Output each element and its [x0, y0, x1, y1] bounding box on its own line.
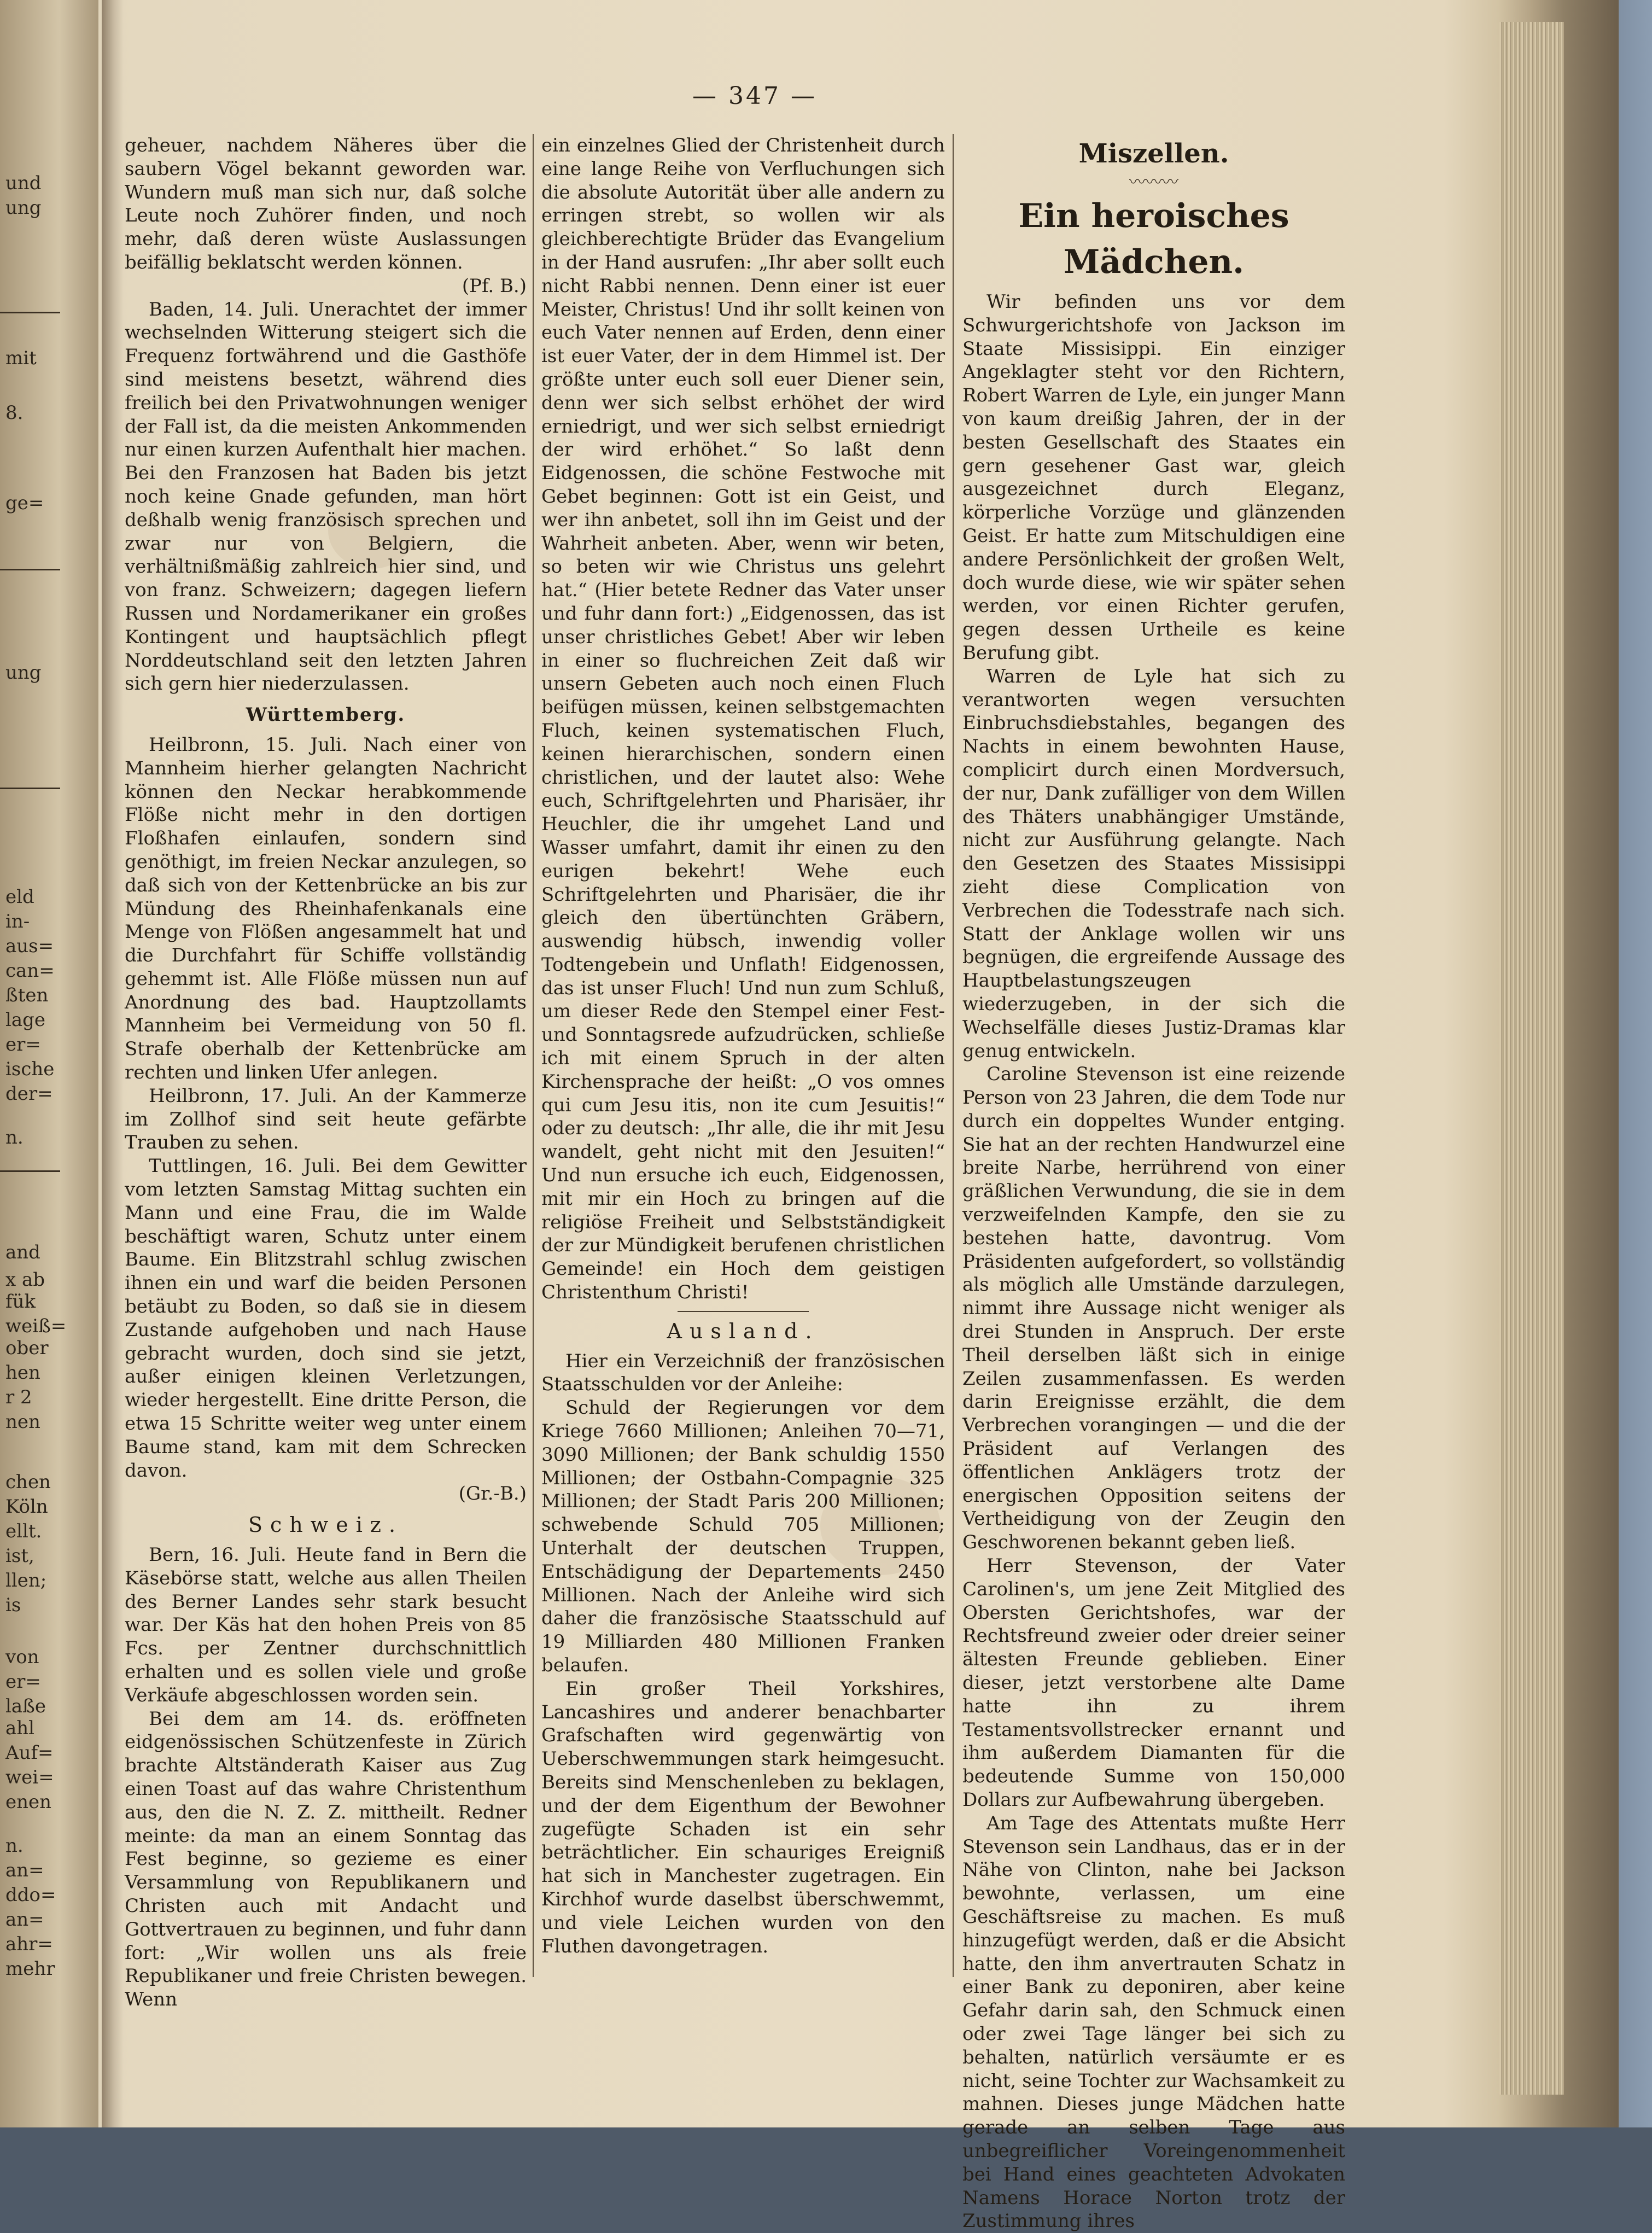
left-page-fragment: ahl — [5, 1717, 35, 1739]
paragraph: Am Tage des Attentats mußte Herr Stevenson sein Landhaus, das er in der Nähe von Clinton, nahe bei Jackson bewohnte, verlassen, um eine Geschäftsreise zu machen. Es muß hinzugefügt werden, daß er die Absicht hatte, den ihm anvertrauten Schatz in einer Bank zu deponiren, aber keine Gefahr darin sah, den Schmuck einen oder zwei Tage länger bei sich zu behalten, natürlich versäumte er es nicht, seine Tochter zur Wachsamkeit zu mahnen. Dieses junge Mädchen hatte gerade an selben Tage aus unbegreiflicher Voreingenommenheit bei Hand eines geachteten Advokaten Namens Horace Norton trotz der Zustimmung ihres — [962, 1812, 1345, 2232]
left-page-rule — [0, 312, 60, 313]
left-page-fragment: can= — [5, 960, 55, 982]
left-page-fragment: n. — [5, 1127, 24, 1148]
left-page-fragment: enen — [5, 1791, 52, 1813]
paragraph: Bern, 16. Juli. Heute fand in Bern die Käsebörse statt, welche aus allen Theilen des Berner Landes sehr stark besucht war. Der Käs hat den hohen Preis von 85 Fcs. per Zentner durchschnittlich erhalten und es sollen viele und große Verkäufe abgeschlossen worden sein. — [125, 1544, 527, 1706]
paragraph: Heilbronn, 17. Juli. An der Kammerze im Zollhof sind seit heute gefärbte Trauben zu sehen. — [125, 1085, 527, 1154]
left-page-fragment: mit — [5, 347, 37, 369]
section-heading-schweiz: Schweiz. — [248, 1513, 404, 1537]
section-rule — [678, 1311, 809, 1312]
left-page-fragment: in- — [5, 911, 30, 932]
left-page-fragment: an= — [5, 1859, 44, 1881]
left-page-fragment: ober — [5, 1337, 49, 1359]
left-page-fragment: ung — [5, 662, 42, 684]
left-page-fragment: ßten — [5, 984, 49, 1006]
left-page-fragment: ische — [5, 1058, 55, 1080]
section-heading-ausland: Ausland. — [667, 1319, 820, 1343]
left-page-fragment: und — [5, 172, 42, 194]
paragraph: Caroline Stevenson ist eine reizende Person von 23 Jahren, die dem Tode nur durch ein doppeltes Wunder entging. Sie hat an der rechten Handwurzel eine breite Narbe, herrührend von einer gräßlichen Verwundung, die sie in dem verzweifelnden Kampfe, den sie zu bestehen hatte, davontrug. Vom Präsidenten aufgefordert, so vollständig als möglich alle Umstände darzulegen, nimmt ihre Aussage nicht weniger als drei Stunden in Anspruch. Der erste Theil derselben läßt sich in einige Zeilen zusammenfassen. Es werden darin Ereignisse erzählt, die dem Verbrechen vorangingen — und die der Präsident auf Verlangen des öffentlichen Anklägers trotz der energischen Opposition seitens der Vertheidigung von der Zeugin den Geschworenen bekannt geben ließ. — [962, 1063, 1345, 1554]
left-page-fragment: chen — [5, 1471, 51, 1493]
paragraph: Heilbronn, 15. Juli. Nach einer von Mannheim hierher gelangten Nachricht können den Neckar herabkommende Flöße nicht mehr in den dortigen Floßhafen einlaufen, sondern sind genöthigt, im freien Neckar anzulegen, so daß sich von der Kettenbrücke an bis zur Mündung des Rheinhafenkanals eine Menge von Flößen angesammelt hat und die Durchfahrt für Schiffe vollständig gehemmt ist. Alle Flöße müssen nun auf Anordnung des bad. Hauptzollamts Mannheim bei Vermeidung von 50 fl. Strafe oberhalb der Kettenbrücke am rechten und linken Ufer anlegen. — [125, 733, 527, 1084]
left-page-fragment: n. — [5, 1835, 24, 1857]
source-note: (Gr.-B.) — [458, 1483, 527, 1505]
paragraph: Baden, 14. Juli. Unerachtet der immer wechselnden Witterung steigert sich die Frequenz fortwährend und die Gasthöfe sind meistens besetzt, während dies freilich bei den Privatwohnungen weniger der Fall ist, da die meisten Ankommenden nur einen kurzen Aufenthalt hier machen. Bei den Franzosen hat Baden bis jetzt noch keine Gnade gefunden, man hört deßhalb wenig französisch sprechen und zwar nur von Belgiern, die verhältnißmäßig zahlreich hier sind, und von franz. Schweizern; dagegen liefern Russen und Nordamerikaner ein großes Kontingent und hauptsächlich pflegt Norddeutschland seit den letzten Jahren sich gern hier niederzulassen. — [125, 298, 527, 695]
ornament-rule: 〰〰〰 — [1129, 173, 1178, 192]
paragraph: Ein großer Theil Yorkshires, Lancashires und anderer benachbarter Grafschaften wird gegenwärtig von Ueberschwemmungen stark heimgesucht. Bereits sind Menschenleben zu beklagen, und der dem Eigenthum der Bewohner zugefügte Schaden ist ein sehr beträchtlicher. Ein schauriges Ereigniß hat sich in Manchester zugetragen. Ein Kirchhof wurde daselbst überschwemmt, und viele Leichen wurden von den Fluthen davongetragen. — [541, 1677, 945, 1957]
left-page-fragment: ge= — [5, 492, 44, 514]
left-page-fragment: eld — [5, 886, 34, 908]
left-page-fragment: ist, — [5, 1545, 34, 1567]
source-note: (Pf. B.) — [462, 275, 527, 297]
section-heading-wuerttemberg: Württemberg. — [246, 704, 406, 726]
left-page-fragment: er= — [5, 1671, 41, 1693]
paragraph: Hier ein Verzeichniß der französischen Staatsschulden vor der Anleihe: — [541, 1350, 945, 1396]
left-page-fragment: laße — [5, 1695, 46, 1717]
left-page-fragment: der= — [5, 1083, 53, 1105]
book-gutter-shadow — [102, 0, 124, 2127]
paragraph — [125, 1155, 527, 1506]
left-page-fragment: x ab — [5, 1269, 45, 1291]
paragraph: Warren de Lyle hat sich zu verantworten wegen versuchten Einbruchsdiebstahles, begangen des Nachts in einem bewohnten Hause, complicirt durch einen Mordversuch, der nur, Dank zufälliger von dem Willen des Thäters unabhängiger Umstände, nicht zur Ausführung gelangte. Nach den Gesetzen des Staates Missisippi zieht diese Complication von Verbrechen die Todesstrafe nach sich. Statt der Anklage wollen wir uns begnügen, die ergreifende Aussage des Hauptbelastungszeugen wiederzugeben, in der sich die Wechselfälle dieses Justiz-Dramas klar genug entwickeln. — [962, 665, 1345, 1062]
left-page-rule — [0, 569, 60, 570]
page-number: — 347 — — [692, 82, 817, 110]
column-divider — [533, 134, 534, 1977]
left-page-fragment: an= — [5, 1909, 44, 1931]
paragraph-text: Tuttlingen, 16. Juli. Bei dem Gewitter vom letzten Samstag Mittag suchten ein Mann und eine Frau, die im Walde beschäftigt waren, Schutz unter einem Baume. Ein Blitzstrahl schlug zwischen ihnen ein und warf die beiden Personen betäubt zu Boden, so daß sie in diesem Zustande aufgehoben und nach Hause gebracht wurden, doch sind sie jetzt, außer einigen kleinen Verletzungen, wieder hergestellt. Eine dritte Person, die etwa 15 Schritte weiter weg unter einem Baume stand, kam mit dem Schrecken davon. — [125, 1155, 527, 1482]
left-page-rule — [0, 1170, 60, 1172]
left-page-fragment: ellt. — [5, 1520, 42, 1542]
left-page-fragment: r 2 — [5, 1386, 32, 1408]
left-page-fragment: lage — [5, 1009, 46, 1031]
left-page-fragment: ddo= — [5, 1884, 56, 1906]
column-3 — [962, 134, 1345, 2232]
paragraph: Bei dem am 14. ds. eröffneten eidgenössischen Schützenfeste in Zürich brachte Altständerath Kaiser aus Zug einen Toast auf das wahre Christenthum aus, den die N. Z. Z. mittheilt. Redner meinte: da man an einem Sonntag das Fest beginne, so gezieme es einer Versammlung von Republikanern und Christen auch mit Andacht und Gottvertrauen zu beginnen, und fuhr dann fort: „Wir wollen uns als freie Republikaner und freie Christen bewegen. Wenn — [125, 1707, 527, 2011]
left-page-fragment: fük — [5, 1291, 36, 1313]
left-page-fragment: wei= — [5, 1766, 54, 1788]
left-page-fragment: von — [5, 1646, 39, 1668]
left-page-rule — [0, 788, 60, 789]
paragraph: Wir befinden uns vor dem Schwurgerichtshofe von Jackson im Staate Missisippi. Ein einziger Angeklagter steht vor den Richtern, Robert Warren de Lyle, ein junger Mann von kaum dreißig Jahren, der in der besten Gesellschaft des Staates ein gern gesehener Gast war, gleich ausgezeichnet durch Eleganz, körperliche Vorzüge und glänzenden Geist. Er hatte zum Mitschuldigen eine andere Persönlichkeit der großen Welt, doch wurde diese, wie wir später sehen werden, vor einen Richter gerufen, gegen dessen Urtheile es keine Berufung gibt. — [962, 291, 1345, 664]
left-page-fragment: and — [5, 1241, 40, 1263]
paragraph: Schuld der Regierungen vor dem Kriege 7660 Millionen; Anleihen 70—71, 3090 Millionen; der Bank schuldig 1550 Millionen; der Ostbahn-Compagnie 325 Millionen; der Stadt Paris 200 Millionen; schwebende Schuld 705 Millionen; Unterhalt der deutschen Truppen, Entschädigung der Departements 2450 Millionen. Nach der Anleihe wird sich daher die französische Staatsschuld auf 19 Milliarden 480 Millionen Franken belaufen. — [541, 1397, 945, 1676]
left-page-fragment: aus= — [5, 935, 54, 957]
left-page-fragment: Auf= — [5, 1742, 54, 1764]
left-page-fragment: llen; — [5, 1570, 47, 1591]
left-page-fragment: ahr= — [5, 1933, 53, 1955]
column-2 — [541, 134, 945, 1983]
left-page-fragment: weiß= — [5, 1315, 67, 1337]
story-title: Ein heroisches Mädchen. — [1018, 197, 1289, 281]
paragraph — [125, 134, 527, 298]
left-page-fragment: nen — [5, 1411, 40, 1433]
left-page-fragment: 8. — [5, 402, 24, 424]
column-1 — [125, 134, 527, 2011]
paragraph-text: geheuer, nachdem Näheres über die saubern Vögel bekannt geworden war. Wundern muß man sich nur, daß solche Leute noch Zuhörer finden, und noch mehr, daß deren wüste Auslassungen beifällig beklatscht werden können. — [125, 135, 527, 273]
left-page-edge — [0, 0, 98, 2127]
left-page-fragment: Köln — [5, 1496, 48, 1518]
left-page-fragment: er= — [5, 1034, 41, 1056]
left-page-fragment: mehr — [5, 1958, 55, 1980]
left-page-fragment: is — [5, 1594, 21, 1616]
paragraph: ein einzelnes Glied der Christenheit durch eine lange Reihe von Verfluchungen sich die absolute Autorität über alle andern zu erringen strebt, so wollen wir als gleichberechtigte Brüder das Evangelium in der Hand ausrufen: „Ihr aber sollt euch nicht Rabbi nennen. Denn einer ist euer Meister, Christus! Und ihr sollt keinen von euch Vater nennen auf Erden, denn einer ist euer Vater, der in dem Himmel ist. Der größte unter euch soll euer Diener sein, denn wer sich selbst erhöhet der wird erniedrigt, und wer sich selbst erniedrigt der wird erhöhet.“ So laßt denn Eidgenossen, die schöne Festwoche mit Gebet beginnen: Gott ist ein Geist, und wer ihn anbetet, soll ihn im Geist und der Wahrheit anbeten. Aber, wenn wir beten, so beten wir wie Christus uns gelehrt hat.“ (Hier betete Redner das Vater unser und fuhr dann fort:) „Eidgenossen, das ist unser christliches Gebet! Aber wir leben in einer so fluchreichen Zeit daß wir unsern Gebeten auch noch einen Fluch beifügen müssen, keinen selbstgemachten Fluch, keinen systematischen Fluch, keinen hierarchischen, sondern einen christlichen, und der lautet also: Wehe euch, Schriftgelehrten und Pharisäer, ihr Heuchler, die ihr umgehet Land und Wasser umfahrt, damit ihr einen zu den eurigen bekehrt! Wehe euch Schriftgelehrten und Pharisäer, die ihr gleich den übertünchten Gräbern, auswendig hübsch, inwendig voller Todtengebein und Unflath! Eidgenossen, das ist unser Fluch! Und nun zum Schluß, um dieser Rede den Stempel einer Fest- und Sonntagsrede aufzudrücken, schließe ich mit einem Spruch in der alten Kirchensprache der heißt: „O vos omnes qui cum Jesu itis, non ite cum Jesuitis!“ oder zu deutsch: „Ihr alle, die ihr mit Jesu wandelt, geht nicht mit den Jesuiten!“ Und nun ersuche ich euch, Eidgenossen, mit mir ein Hoch zu bringen auf die religiöse Freiheit und Selbstständigkeit der zur Mündigkeit berufenen christlichen Gemeinde! ein Hoch dem geistigen Christenthum Christi! — [541, 135, 945, 1304]
left-page-fragment: hen — [5, 1362, 40, 1384]
section-title-miszellen: Miszellen. — [1078, 138, 1229, 169]
column-divider — [953, 134, 954, 1977]
paragraph: Herr Stevenson, der Vater Carolinen's, um jene Zeit Mitglied des Obersten Gerichtshofes, war der Rechtsfreund zweier oder dreier seiner ältesten Freunde geblieben. Einer dieser, jetzt verstorbene alte Dame hatte ihn zu ihrem Testamentsvollstrecker ernannt und ihm außerdem Diamanten für die bedeutende Summe von 150,000 Dollars zur Aufbewahrung übergeben. — [962, 1555, 1345, 1811]
left-page-fragment: ung — [5, 197, 42, 219]
page-edges — [1499, 22, 1564, 2095]
